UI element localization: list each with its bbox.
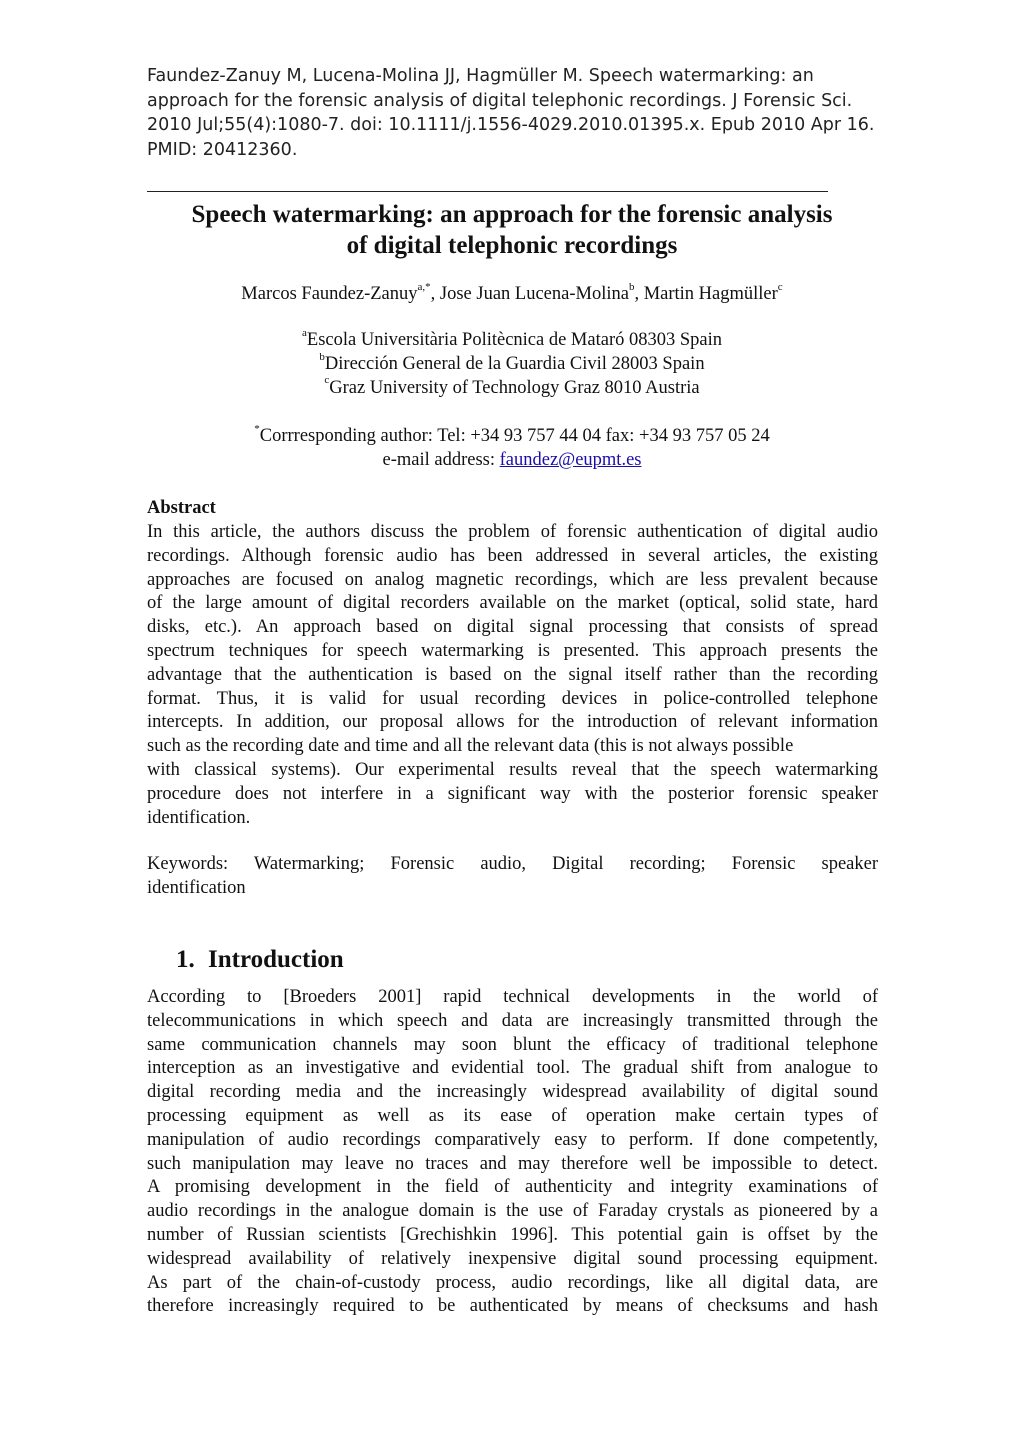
affil-text: Dirección General de la Guardia Civil 28003 Spain <box>324 353 705 374</box>
email-link[interactable]: faundez@eupmt.es <box>499 449 642 470</box>
intro-line: telecommunications in which speech and data are increasingly transmitted through the <box>147 1010 878 1031</box>
author-separator: , <box>430 284 440 304</box>
keywords-line: Keywords: Watermarking; Forensic audio, Digital recording; Forensic speaker <box>147 854 878 874</box>
affiliation-line <box>100 350 924 377</box>
corresponding-marker: * <box>254 422 260 435</box>
intro-line: such manipulation may leave no traces and may therefore well be impossible to detect. <box>147 1153 878 1174</box>
abstract-line: format. Thus, it is valid for usual recording devices in police-controlled telephone <box>147 688 878 709</box>
paper-title <box>100 199 924 261</box>
affiliation-line <box>100 326 924 353</box>
title-line: Speech watermarking: an approach for the forensic analysis <box>191 201 833 228</box>
citation-block <box>147 64 887 162</box>
intro-line: same communication channels may soon blunt the efficacy of traditional telephone <box>147 1034 878 1055</box>
abstract-line: intercepts. In addition, our proposal allows for the introduction of relevant information <box>147 712 878 733</box>
title-line: of digital telephonic recordings <box>346 232 678 259</box>
email-label: e-mail address: <box>382 449 500 470</box>
affiliation-line <box>100 374 924 401</box>
introduction-body <box>147 986 878 1319</box>
affiliations <box>100 326 924 400</box>
author-name: Jose Juan Lucena-Molina <box>439 284 629 304</box>
affil-text: Escola Universitària Politècnica de Mataró 08303 Spain <box>306 330 722 350</box>
horizontal-divider <box>147 191 828 192</box>
corresponding-line <box>100 422 924 449</box>
abstract-line: advantage that the authentication is based on the signal itself rather than the recording <box>147 664 878 685</box>
citation-line: PMID: 20412360. <box>147 139 298 160</box>
author-affil-marker: a,* <box>417 280 431 293</box>
affil-marker: a <box>302 326 307 339</box>
section-number: 1. <box>176 946 195 973</box>
keywords <box>147 853 878 901</box>
affil-marker: c <box>324 374 330 387</box>
intro-line: manipulation of audio recordings comparatively easy to perform. If done competently, <box>147 1129 878 1150</box>
abstract-line: disks, etc.). An approach based on digital signal processing that consists of spread <box>147 617 878 638</box>
abstract-line: such as the recording date and time and all the relevant data (this is not always possible <box>147 736 794 757</box>
intro-line: widespread availability of relatively inexpensive digital sound processing equipment. <box>147 1248 878 1269</box>
intro-line: As part of the chain-of-custody process, audio recordings, like all digital data, are <box>147 1272 878 1293</box>
citation-line: Faundez-Zanuy M, Lucena-Molina JJ, Hagmüller M. Speech watermarking: an <box>147 66 814 86</box>
citation-line: approach for the forensic analysis of digital telephonic recordings. J Forensic Sci. <box>147 90 853 111</box>
intro-line: audio recordings in the analogue domain is the use of Faraday crystals as pioneered by a <box>147 1201 878 1222</box>
author-separator: , <box>634 284 644 304</box>
intro-line: number of Russian scientists [Grechishkin 1996]. This potential gain is offset by the <box>147 1224 878 1245</box>
affil-marker: b <box>319 350 325 363</box>
intro-line: According to [Broeders 2001] rapid technical developments in the world of <box>147 987 878 1007</box>
abstract-line: of the large amount of digital recorders available on the market (optical, solid state, hard <box>147 593 878 614</box>
author-name: Marcos Faundez-Zanuy <box>241 284 418 304</box>
corresponding-text: Corrresponding author: Tel: +34 93 757 44 04 fax: +34 93 757 05 24 <box>259 426 770 446</box>
citation-line: 2010 Jul;55(4):1080-7. doi: 10.1111/j.1556-4029.2010.01395.x. Epub 2010 Apr 16. <box>147 115 875 135</box>
intro-line: digital recording media and the increasingly widespread availability of digital sound <box>147 1082 878 1103</box>
email-line <box>100 449 924 473</box>
intro-line: therefore increasingly required to be authenticated by means of checksums and hash <box>147 1296 878 1317</box>
abstract-heading: Abstract <box>147 498 216 518</box>
author-affil-marker: b <box>628 280 635 293</box>
abstract-line: approaches are focused on analog magnetic recordings, which are less prevalent because <box>147 569 878 590</box>
author-list <box>100 280 924 307</box>
intro-line: processing equipment as well as its ease of operation make certain types of <box>147 1105 878 1126</box>
intro-line: interception as an investigative and evidential tool. The gradual shift from analogue to <box>147 1058 878 1079</box>
section-heading <box>176 944 344 976</box>
author-affil-marker: c <box>777 280 783 293</box>
section-title: Introduction <box>208 946 344 973</box>
abstract-line: recordings. Although forensic audio has been addressed in several articles, the existing <box>147 545 878 566</box>
corresponding-author <box>100 422 924 473</box>
intro-line: A promising development in the field of authenticity and integrity examinations of <box>147 1177 878 1198</box>
abstract-line: spectrum techniques for speech watermarking is presented. This approach presents the <box>147 640 878 661</box>
abstract-line: with classical systems). Our experimental results reveal that the speech watermarking <box>147 759 878 780</box>
abstract-line: identification. <box>147 807 251 828</box>
keywords-line: identification <box>147 877 246 898</box>
author-name: Martin Hagmüller <box>643 284 778 304</box>
abstract-body <box>147 521 878 830</box>
affil-text: Graz University of Technology Graz 8010 Austria <box>329 377 700 398</box>
abstract-line: In this article, the authors discuss the problem of forensic authentication of digital audio <box>147 522 878 542</box>
abstract-line: procedure does not interfere in a significant way with the posterior forensic speaker <box>147 783 878 804</box>
